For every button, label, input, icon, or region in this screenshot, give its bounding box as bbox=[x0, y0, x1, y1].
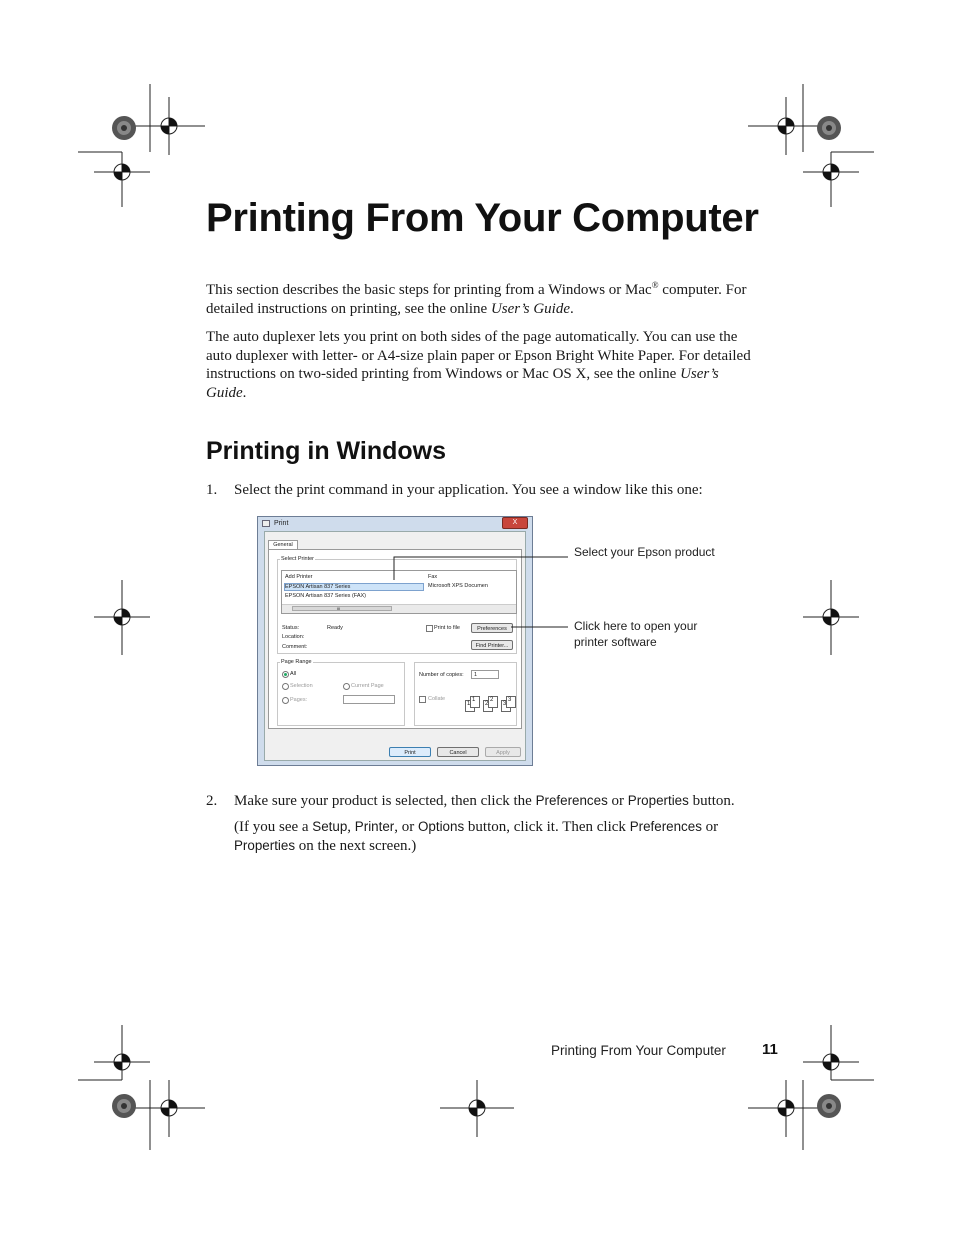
close-icon[interactable]: X bbox=[502, 517, 528, 529]
status-value: Ready bbox=[327, 625, 343, 631]
ui-term-options: Options bbox=[418, 819, 465, 834]
intro-paragraph-2: The auto duplexer lets you print on both sides of the page automatically. You can use the auto duplexer with letter- or A4-size plain paper or Epson Bright White Paper. For detailed instructions on two-sided printing from Windows or Mac OS X, see the online User’s Guide. bbox=[206, 329, 751, 401]
tab-general[interactable]: General bbox=[268, 540, 298, 550]
collate-sheet: 1 bbox=[465, 700, 475, 712]
step-number: 1. bbox=[206, 482, 218, 498]
printer-fax[interactable]: Fax bbox=[428, 574, 438, 580]
ui-term-properties: Properties bbox=[627, 793, 689, 808]
page-title: Printing From Your Computer bbox=[206, 196, 759, 240]
printer-epson-fax[interactable]: EPSON Artisan 837 Series (FAX) bbox=[285, 593, 367, 599]
users-guide-ref: User’s Guide bbox=[490, 300, 570, 317]
selection-label: Selection bbox=[290, 683, 313, 689]
select-printer-label: Select Printer bbox=[281, 556, 315, 562]
pages-label: Pages: bbox=[290, 697, 308, 703]
cancel-button[interactable]: Cancel bbox=[437, 747, 479, 757]
find-printer-button[interactable]: Find Printer... bbox=[471, 640, 513, 650]
users-guide-ref: User’s Guide bbox=[206, 366, 719, 401]
page-range-label: Page Range bbox=[281, 659, 312, 665]
status-label: Status: bbox=[282, 625, 300, 631]
collate-sheet: 3 bbox=[501, 700, 511, 712]
ui-term-properties: Properties bbox=[234, 837, 296, 853]
section-heading: Printing in Windows bbox=[206, 437, 447, 465]
footer-title: Printing From Your Computer bbox=[551, 1043, 726, 1058]
dialog-title: Print bbox=[274, 520, 289, 527]
preferences-button[interactable]: Preferences bbox=[471, 623, 513, 633]
comment-label: Comment: bbox=[282, 644, 308, 650]
ui-term-setup: Setup bbox=[312, 819, 348, 834]
print-to-file-label: Print to file bbox=[434, 625, 460, 631]
ui-term-preferences: Preferences bbox=[629, 819, 702, 834]
copies-input[interactable]: 1 bbox=[471, 670, 499, 679]
step-text: Select the print command in your application. You see a window like this one: bbox=[234, 482, 703, 498]
collate-sheet: 3 bbox=[506, 696, 516, 708]
page-number: 11 bbox=[762, 1041, 778, 1058]
print-button[interactable]: Print bbox=[389, 747, 431, 757]
collate-sheet: 1 bbox=[470, 696, 480, 708]
location-label: Location: bbox=[282, 634, 305, 640]
collate-sheet: 2 bbox=[488, 696, 498, 708]
callout-select-product: Select your Epson product bbox=[574, 545, 715, 559]
current-page-label: Current Page bbox=[351, 683, 384, 689]
step-text: Make sure your product is selected, then click the Preferences or Properties button. bbox=[234, 793, 735, 809]
collate-sheet: 2 bbox=[483, 700, 493, 712]
scroll-thumb[interactable]: III bbox=[292, 606, 392, 611]
apply-button[interactable]: Apply bbox=[485, 747, 521, 757]
ui-term-printer: Printer bbox=[354, 819, 395, 834]
copies-label: Number of copies: bbox=[419, 672, 464, 678]
step-text: (If you see a Setup, Printer, or Options button, click it. Then click Preferences or Properties on the next screen.) bbox=[234, 819, 719, 854]
printer-add[interactable]: Add Printer bbox=[285, 574, 313, 580]
printer-xps[interactable]: Microsoft XPS Documen bbox=[428, 583, 488, 589]
callout-open-software: Click here to open your printer software bbox=[574, 619, 698, 649]
ui-term-preferences: Preferences bbox=[535, 793, 608, 808]
step-number: 2. bbox=[206, 793, 218, 809]
all-label: All bbox=[290, 671, 297, 677]
collate-label: Collate bbox=[428, 696, 446, 702]
intro-paragraph-1: This section describes the basic steps for printing from a Windows or Mac® computer. For detailed instructions on printing, see the online User’s Guide. bbox=[206, 280, 747, 317]
printer-epson-artisan[interactable]: EPSON Artisan 837 Series bbox=[284, 583, 424, 591]
